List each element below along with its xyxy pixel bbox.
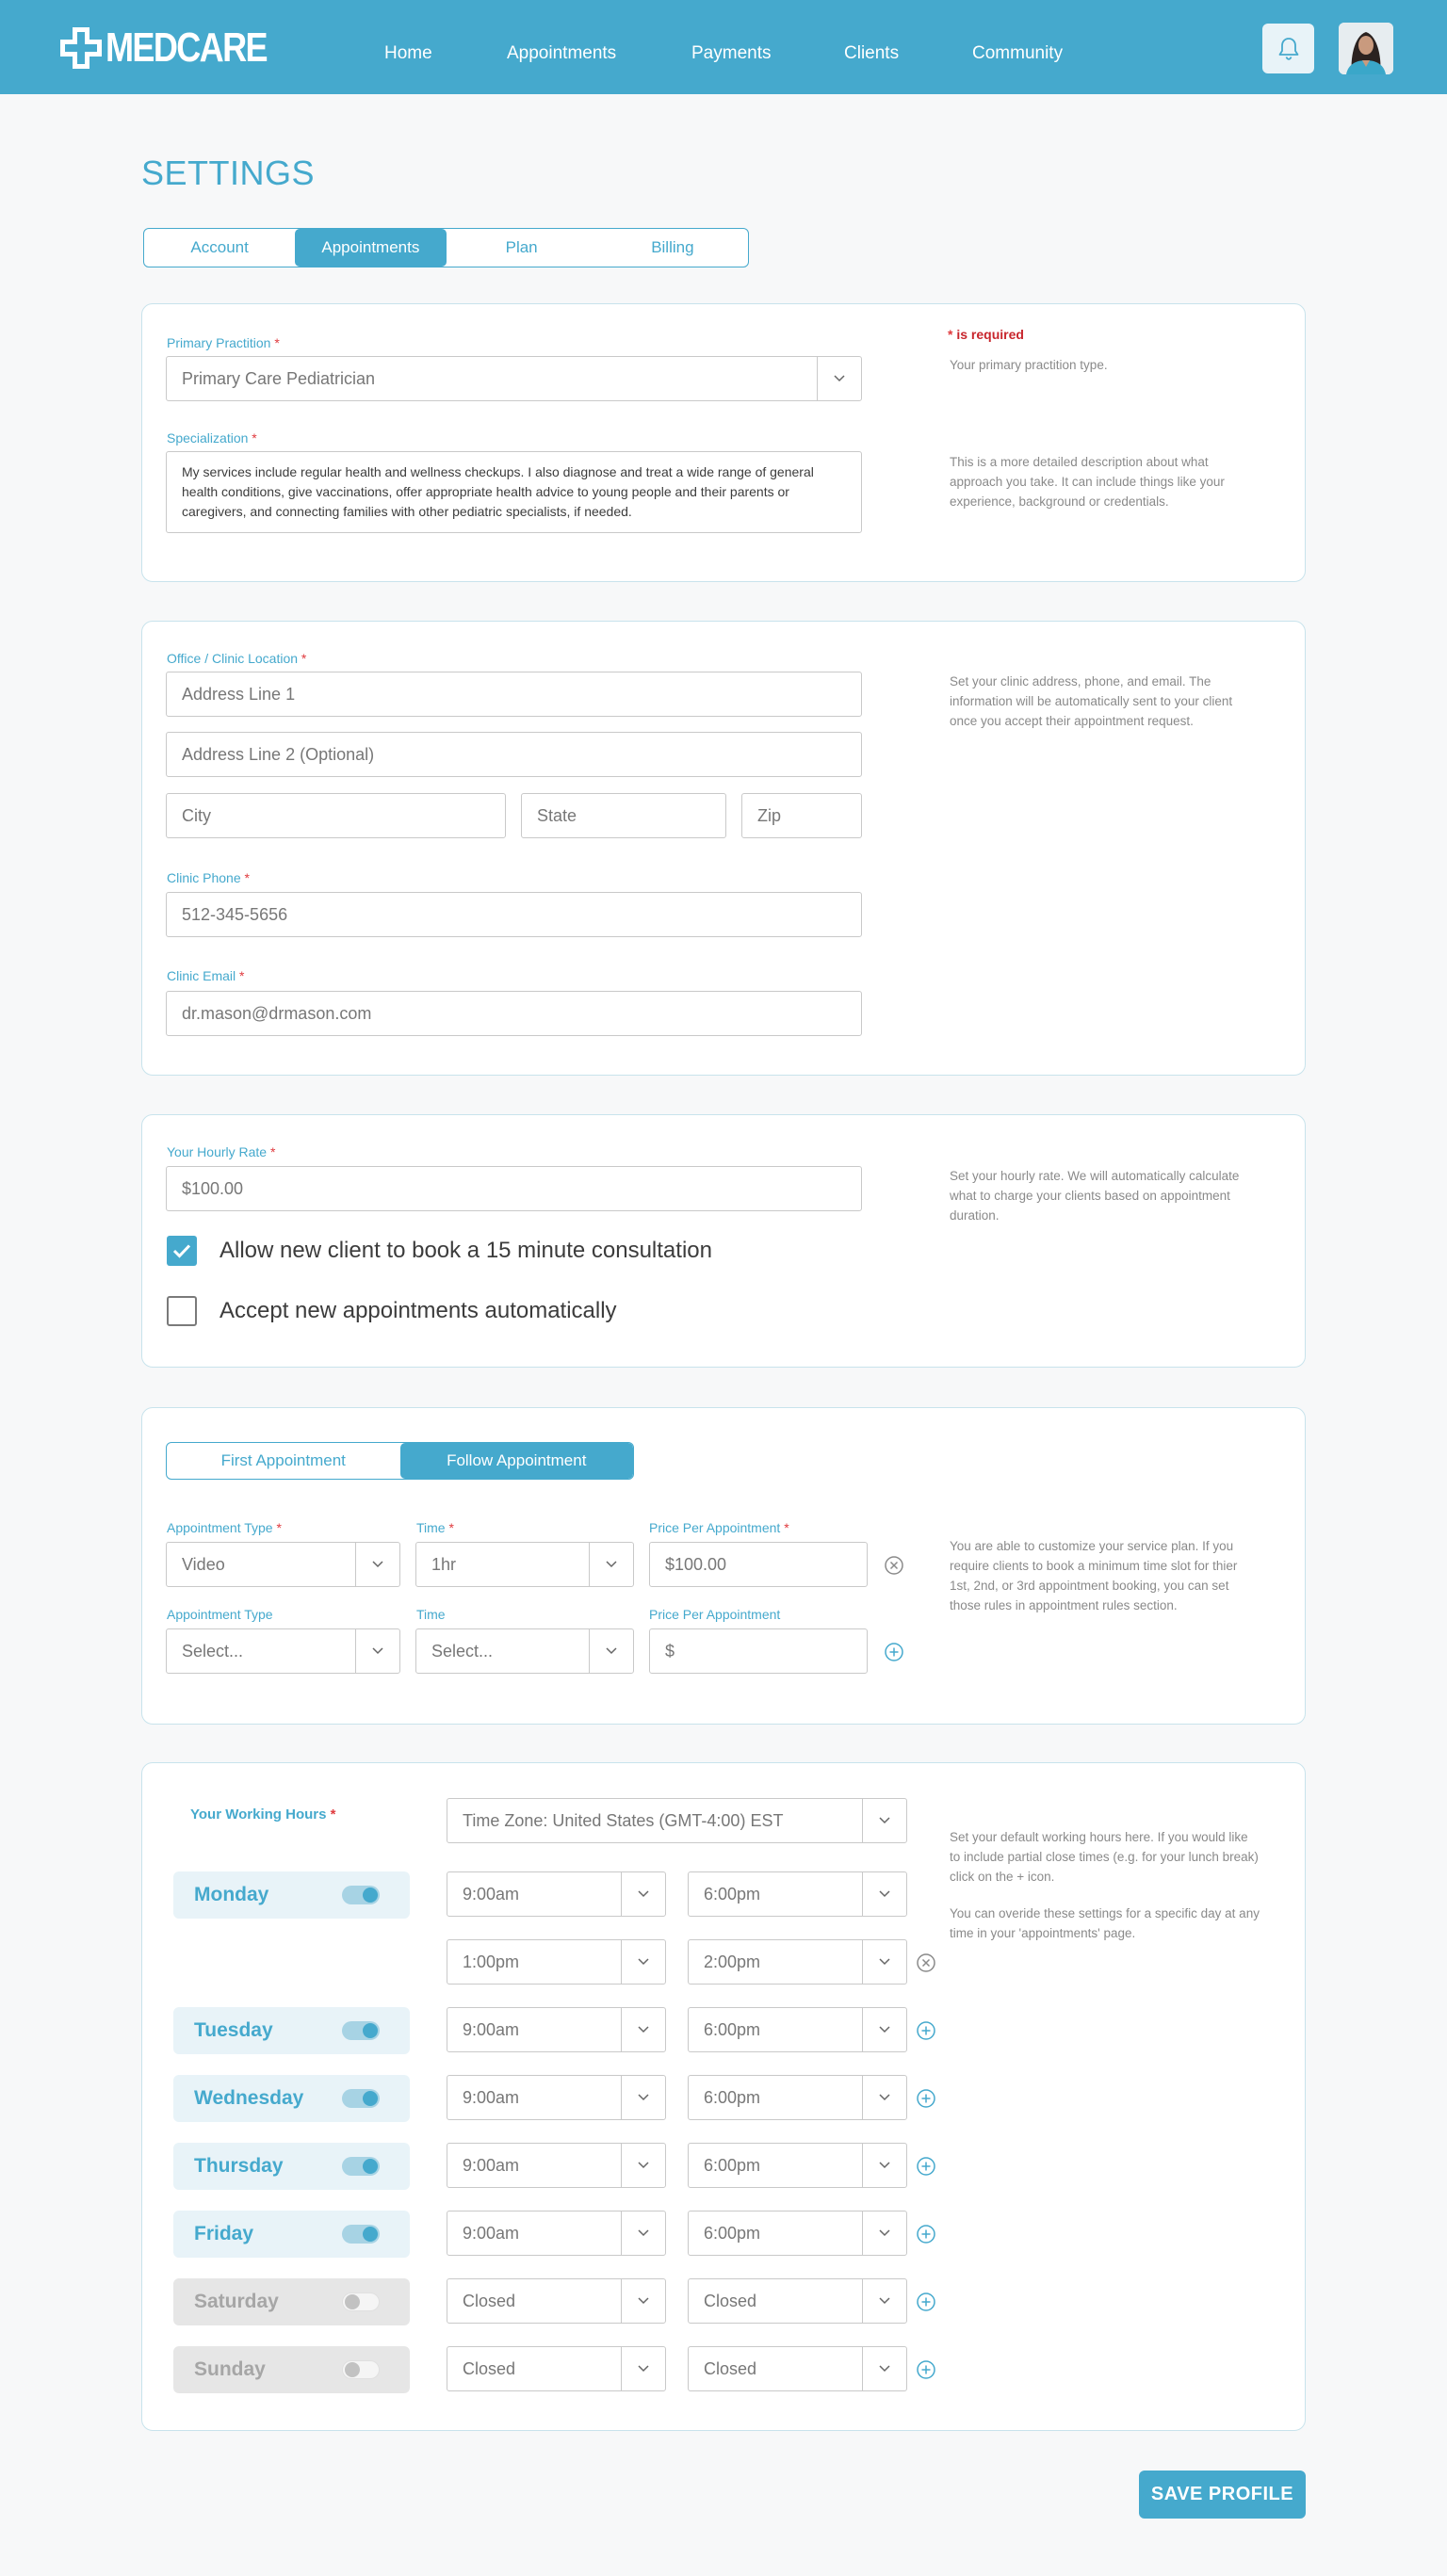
primary-practition-label: Primary Practition * — [167, 335, 280, 350]
tab-billing[interactable]: Billing — [651, 238, 694, 256]
appointment-type-select[interactable]: Video — [166, 1542, 400, 1587]
day-wednesday — [173, 2075, 410, 2122]
hourly-rate-label: Your Hourly Rate * — [167, 1144, 276, 1159]
add-time-icon[interactable] — [916, 2156, 936, 2177]
chevron-down-icon — [355, 1543, 399, 1586]
address-line-1-input[interactable]: Address Line 1 — [166, 672, 862, 717]
segment-follow-appointment[interactable]: Follow Appointment — [400, 1443, 634, 1479]
auto-accept-label: Accept new appointments automatically — [219, 1298, 617, 1323]
appointment-type-label: Appointment Type * — [167, 1520, 282, 1535]
toggle-knob — [363, 2023, 378, 2038]
specialization-help: This is a more detailed description about what approach you take. It can include things like your experience, background or credentials. — [950, 455, 1225, 509]
chevron-down-icon — [621, 2347, 665, 2390]
tab-plan[interactable]: Plan — [505, 238, 538, 256]
notifications-button[interactable] — [1262, 24, 1314, 73]
chevron-down-icon — [862, 2279, 906, 2323]
clinic-email-input[interactable]: dr.mason@drmason.com — [166, 991, 862, 1036]
chevron-down-icon — [862, 2211, 906, 2255]
friday-start-select[interactable]: 9:00am — [447, 2211, 666, 2256]
toggle-knob — [345, 2294, 360, 2309]
auto-accept-checkbox[interactable] — [167, 1296, 197, 1326]
brand-name: MEDCARE — [106, 24, 267, 71]
required-note: * is required — [948, 327, 1024, 342]
chevron-down-icon — [862, 2008, 906, 2051]
appointment-segment — [166, 1442, 634, 1480]
clinic-phone-input[interactable]: 512-345-5656 — [166, 892, 862, 937]
chevron-down-icon — [862, 1872, 906, 1916]
day-label: Monday — [194, 1884, 269, 1905]
specialization-label: Specialization * — [167, 430, 257, 446]
chevron-down-icon — [862, 1799, 906, 1842]
chevron-down-icon — [621, 2211, 665, 2255]
toggle-knob — [363, 2227, 378, 2242]
add-time-icon[interactable] — [916, 2020, 936, 2041]
page-title: SETTINGS — [141, 154, 316, 192]
day-toggle[interactable] — [342, 2292, 380, 2311]
price-input-2[interactable]: $ — [649, 1628, 868, 1674]
city-input[interactable]: City — [166, 793, 506, 838]
timezone-select[interactable]: Time Zone: United States (GMT-4:00) EST — [447, 1798, 907, 1843]
saturday-start-select[interactable]: Closed — [447, 2278, 666, 2324]
day-toggle[interactable] — [342, 2225, 380, 2244]
toggle-knob — [363, 1887, 378, 1903]
location-label: Office / Clinic Location * — [167, 651, 307, 666]
appointment-plan-help: You are able to customize your service plan. If you require clients to book a minimum time slot for thier 1st, 2nd, or 3rd appointment booking, you can set those rules in appointment rules section. — [950, 1539, 1238, 1612]
tab-account[interactable]: Account — [190, 238, 249, 256]
sunday-start-select[interactable]: Closed — [447, 2346, 666, 2391]
specialization-textarea[interactable]: My services include regular health and wellness checkups. I also diagnose and treat a wide range of general health conditions, give vaccinations, offer appropriate health advice to young people and their parents or caregivers, and connecting families with other pediatric specialists, if needed. — [166, 451, 862, 533]
chevron-down-icon — [862, 2144, 906, 2187]
time-label-2: Time — [416, 1607, 446, 1622]
price-label-2: Price Per Appointment — [649, 1607, 781, 1622]
day-toggle[interactable] — [342, 2157, 380, 2176]
toggle-knob — [363, 2159, 378, 2174]
chevron-down-icon — [589, 1629, 633, 1673]
day-toggle[interactable] — [342, 2360, 380, 2379]
hourly-rate-input[interactable]: $100.00 — [166, 1166, 862, 1211]
clinic-phone-label: Clinic Phone * — [167, 870, 250, 885]
checkmark-icon — [172, 1243, 191, 1258]
sunday-end-select[interactable]: Closed — [688, 2346, 907, 2391]
appointment-type-select-2[interactable]: Select... — [166, 1628, 400, 1674]
add-time-icon[interactable] — [916, 2359, 936, 2380]
location-help: Set your clinic address, phone, and email. The information will be automatically sent to your client once you accept their appointment request. — [950, 674, 1233, 728]
nav-home[interactable]: Home — [384, 43, 432, 63]
primary-practition-select[interactable]: Primary Care Pediatrician — [166, 356, 862, 401]
add-time-icon[interactable] — [916, 2292, 936, 2312]
nav-appointments[interactable]: Appointments — [507, 43, 617, 63]
chevron-down-icon — [621, 2008, 665, 2051]
tab-appointments[interactable]: Appointments — [295, 229, 446, 267]
day-tuesday — [173, 2007, 410, 2054]
day-label: Wednesday — [194, 2087, 304, 2109]
appointment-type-label-2: Appointment Type — [167, 1607, 273, 1622]
bell-icon — [1277, 37, 1300, 61]
day-toggle[interactable] — [342, 1886, 380, 1904]
tuesday-end-select[interactable]: 6:00pm — [688, 2007, 907, 2052]
monday-break-end-select[interactable]: 2:00pm — [688, 1939, 907, 1985]
monday-end-select[interactable]: 6:00pm — [688, 1871, 907, 1917]
tuesday-start-select[interactable]: 9:00am — [447, 2007, 666, 2052]
day-monday — [173, 1871, 410, 1919]
settings-tabs — [143, 228, 749, 267]
address-line-2-input[interactable]: Address Line 2 (Optional) — [166, 732, 862, 777]
day-label: Thursday — [194, 2155, 284, 2177]
thursday-end-select[interactable]: 6:00pm — [688, 2143, 907, 2188]
add-circle-icon[interactable] — [884, 1642, 904, 1662]
top-header — [0, 0, 1447, 94]
save-profile-button[interactable]: SAVE PROFILE — [1139, 2471, 1306, 2519]
day-friday — [173, 2211, 410, 2258]
price-input[interactable]: $100.00 — [649, 1542, 868, 1587]
day-thursday — [173, 2143, 410, 2190]
toggle-knob — [345, 2362, 360, 2377]
remove-time-icon[interactable] — [916, 1952, 936, 1973]
monday-start-select[interactable]: 9:00am — [447, 1871, 666, 1917]
clinic-email-label: Clinic Email * — [167, 968, 245, 983]
chevron-down-icon — [621, 1940, 665, 1984]
wednesday-end-select[interactable]: 6:00pm — [688, 2075, 907, 2120]
saturday-end-select[interactable]: Closed — [688, 2278, 907, 2324]
toggle-knob — [363, 2091, 378, 2106]
add-time-icon[interactable] — [916, 2088, 936, 2109]
time-select[interactable]: 1hr — [415, 1542, 634, 1587]
chevron-down-icon — [817, 357, 861, 400]
add-time-icon[interactable] — [916, 2224, 936, 2244]
chevron-down-icon — [621, 2076, 665, 2119]
monday-break-start-select[interactable]: 1:00pm — [447, 1939, 666, 1985]
brand-logo[interactable] — [58, 24, 301, 73]
nav-clients[interactable]: Clients — [844, 43, 900, 63]
day-toggle[interactable] — [342, 2021, 380, 2040]
chevron-down-icon — [862, 2347, 906, 2390]
chevron-down-icon — [355, 1629, 399, 1673]
day-label: Tuesday — [194, 2019, 273, 2041]
day-label: Saturday — [194, 2291, 279, 2312]
chevron-down-icon — [621, 1872, 665, 1916]
price-label: Price Per Appointment * — [649, 1520, 789, 1535]
chevron-down-icon — [621, 2279, 665, 2323]
chevron-down-icon — [862, 2076, 906, 2119]
consultation-checkbox[interactable] — [167, 1236, 197, 1266]
segment-first-appointment[interactable]: First Appointment — [220, 1451, 346, 1469]
wednesday-start-select[interactable]: 9:00am — [447, 2075, 666, 2120]
working-hours-help-2: You can overide these settings for a specific day at any time in your 'appointments' page. — [950, 1906, 1260, 1940]
day-label: Friday — [194, 2223, 254, 2244]
consultation-label: Allow new client to book a 15 minute consultation — [219, 1238, 712, 1263]
hourly-rate-help: Set your hourly rate. We will automatically calculate what to charge your clients based on appointment duration. — [950, 1169, 1240, 1223]
user-avatar[interactable] — [1339, 23, 1393, 74]
nav-community[interactable]: Community — [972, 43, 1064, 63]
chevron-down-icon — [589, 1543, 633, 1586]
day-sunday — [173, 2346, 410, 2393]
time-select-2[interactable]: Select... — [415, 1628, 634, 1674]
chevron-down-icon — [862, 1940, 906, 1984]
medical-cross-icon — [58, 25, 104, 71]
working-hours-help: Set your default working hours here. If you would like to include partial close times (e.g. for your lunch break) click on the + icon. — [950, 1830, 1259, 1884]
time-label: Time * — [416, 1520, 454, 1535]
remove-circle-icon[interactable] — [884, 1555, 904, 1576]
zip-input[interactable]: Zip — [741, 793, 862, 838]
primary-practition-help: Your primary practition type. — [950, 358, 1108, 372]
state-input[interactable]: State — [521, 793, 726, 838]
friday-end-select[interactable]: 6:00pm — [688, 2211, 907, 2256]
chevron-down-icon — [621, 2144, 665, 2187]
practice-card — [141, 303, 1306, 582]
day-label: Sunday — [194, 2358, 266, 2380]
day-saturday — [173, 2278, 410, 2325]
thursday-start-select[interactable]: 9:00am — [447, 2143, 666, 2188]
day-toggle[interactable] — [342, 2089, 380, 2108]
working-hours-label: Your Working Hours * — [190, 1806, 336, 1823]
nav-payments[interactable]: Payments — [691, 43, 772, 63]
